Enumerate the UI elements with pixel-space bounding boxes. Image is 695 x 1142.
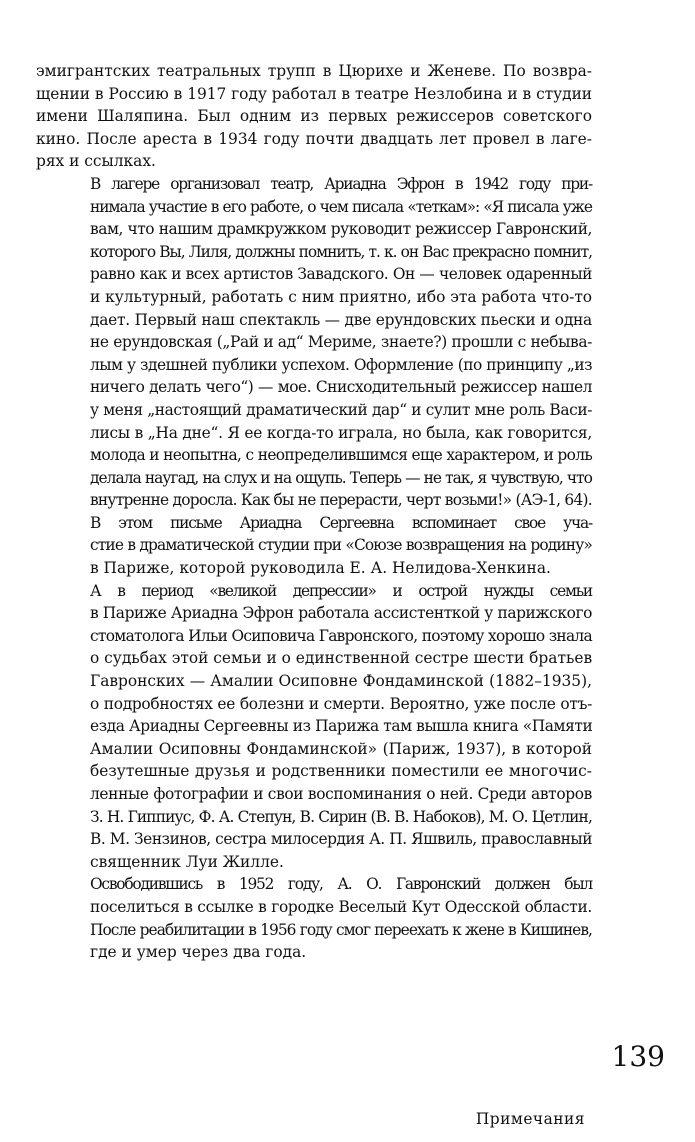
text-line: В этом письме Ариадна Сергеевна вспоминает свое уча- <box>90 513 592 532</box>
text-line: о судьбах этой семьи и о единственной сестре шести братьев <box>90 649 593 668</box>
text-line: не ерундовская („Рай и ад“ Мериме, знаете?) прошли с небыва- <box>90 333 592 352</box>
text-line: Гавронских — Амалии Осиповне Фондаминской (1882–1935), <box>90 672 592 691</box>
body-text <box>36 60 592 964</box>
text-line: в Париже Ариадна Эфрон работала ассистенткой у парижского <box>90 604 592 623</box>
text-line: лым у здешней публики успехом. Оформление (по принципу „из <box>90 355 592 374</box>
text-line: З. Н. Гиппиус, Ф. А. Степун, В. Сирин (В. В. Набоков), М. О. Цетлин, <box>90 807 592 826</box>
paragraph <box>36 60 592 173</box>
text-line: ленные фотографии и свои воспоминания о ней. Среди авторов <box>90 785 592 803</box>
text-line: Освободившись в 1952 году, А. О. Гавронский должен был <box>90 875 592 894</box>
page-number: 139 <box>611 1040 665 1073</box>
text-line: эмигрантских театральных трупп в Цюрихе и Женеве. По возвра- <box>36 62 592 80</box>
text-line: В. М. Зензинов, сестра милосердия А. П. Яшвиль, православный <box>90 830 592 849</box>
text-line: щении в Россию в 1917 году работал в театре Незлобина и в студии <box>36 84 592 103</box>
text-line: делала наугад, на слух и на ощупь. Теперь — не так, я чувствую, что <box>90 468 592 487</box>
text-line: В лагере организовал театр, Ариадна Эфрон в 1942 году при- <box>90 174 592 193</box>
text-line: рях и ссылках. <box>36 152 156 171</box>
paragraph <box>36 580 592 874</box>
text-line: которого Вы, Лиля, должны помнить, т. к. он Вас прекрасно помнит, <box>90 242 592 261</box>
text-line: лисы в „На дне“. Я ее когда-то играла, но была, как говорится, <box>90 423 592 442</box>
text-line: дает. Первый наш спектакль — две ерундовских пьески и одна <box>90 310 592 329</box>
text-line: стоматолога Ильи Осиповича Гавронского, поэтому хорошо знала <box>90 626 592 645</box>
running-footer: Примечания <box>475 1110 585 1128</box>
text-line: у меня „настоящий драматический дар“ и сулит мне роль Васи- <box>90 400 592 419</box>
text-line: о подробностях ее болезни и смерти. Вероятно, уже после отъ- <box>90 694 592 713</box>
text-line: езда Ариадны Сергеевны из Парижа там вышла книга «Памяти <box>90 717 593 736</box>
text-line: После реабилитации в 1956 году смог переехать к жене в Кишинев, <box>90 920 592 939</box>
text-line: имени Шаляпина. Был одним из первых режиссеров советского <box>36 107 592 126</box>
text-line: молода и неопытна, с неопределившимся еще характером, и роль <box>90 446 593 465</box>
text-line: безутешные друзья и родственники поместили ее многочис- <box>90 762 592 781</box>
paragraph <box>36 173 592 512</box>
text-line: вам, что нашим драмкружком руководит режиссер Гавронский, <box>90 220 592 239</box>
text-line: внутренне доросла. Как бы не перерасти, черт возьми!» (АЭ-1, 64). <box>90 491 592 510</box>
text-line: Амалии Осиповны Фондаминской» (Париж, 1937), в которой <box>90 739 592 758</box>
text-line: А в период «великой депрессии» и острой нужды семьи <box>90 581 592 600</box>
paragraph <box>36 512 592 580</box>
text-line: нимала участие в его работе, о чем писала «теткам»: «Я писала уже <box>90 197 592 216</box>
text-line: где и умер через два года. <box>90 943 307 962</box>
text-line: священник Луи Жилле. <box>90 852 284 871</box>
text-line: и культурный, работать с ним приятно, ибо эта работа что-то <box>90 287 592 306</box>
paragraph <box>36 873 592 963</box>
text-line: стие в драматической студии при «Союзе возвращения на родину» <box>90 536 592 555</box>
text-line: равно как и всех артистов Завадского. Он — человек одаренный <box>90 265 592 284</box>
text-line: в Париже, которой руководила Е. А. Нелидова-Хенкина. <box>90 559 551 578</box>
text-line: поселиться в ссылке в городке Веселый Кут Одесской области. <box>90 897 592 916</box>
text-line: ничего делать чего“) — мое. Снисходительный режиссер нашел <box>90 378 592 397</box>
text-line: кино. После ареста в 1934 году почти двадцать лет провел в лаге- <box>36 129 592 148</box>
